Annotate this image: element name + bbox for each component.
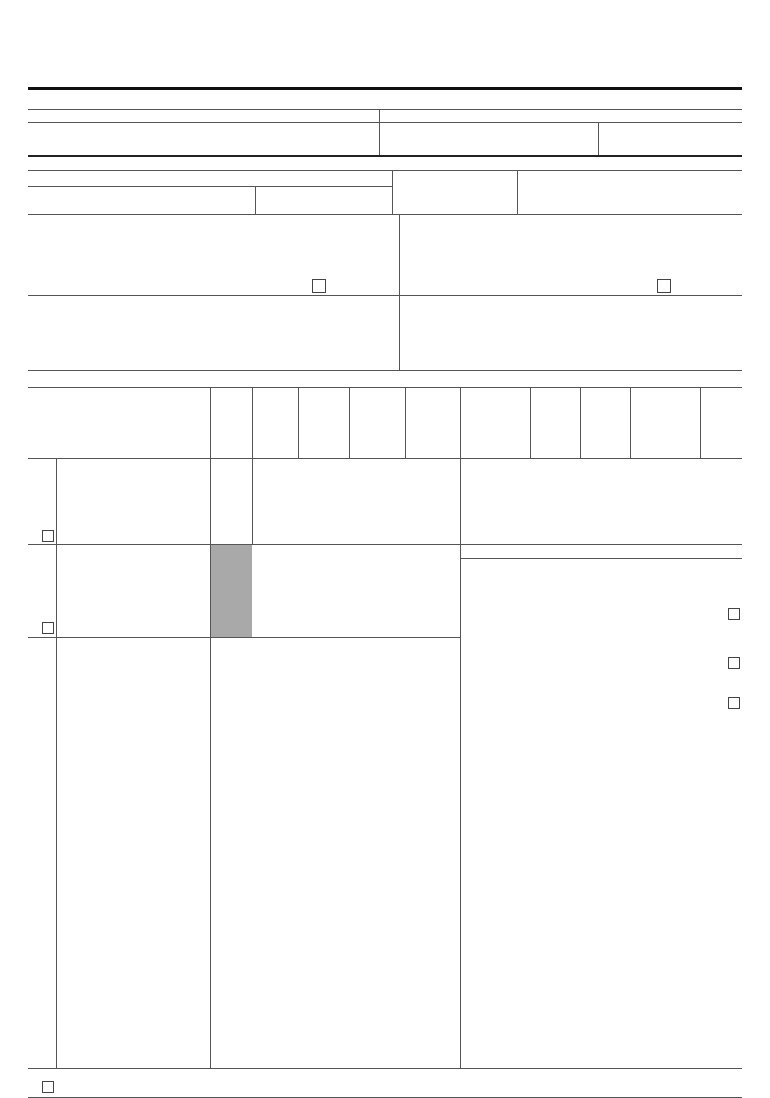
item9a-checkbox[interactable] (728, 608, 740, 620)
col-d-header (300, 395, 348, 406)
item9b-checkbox[interactable] (728, 657, 740, 669)
implements-shaded-cell (211, 545, 252, 638)
section1-title (31, 159, 33, 170)
return-to-applicant-checkbox[interactable] (657, 279, 671, 293)
item9c-checkbox[interactable] (728, 697, 740, 709)
implements-see-attachment-checkbox[interactable] (42, 622, 54, 634)
return-to-broker-checkbox[interactable] (312, 279, 326, 293)
header-rule (28, 87, 742, 90)
ammunition-see-attachment-checkbox[interactable] (42, 1081, 54, 1093)
col-h-header (532, 391, 578, 402)
col-i-header (582, 395, 628, 406)
firearms-see-attachment-checkbox[interactable] (42, 530, 54, 542)
col-e-header (351, 395, 403, 406)
